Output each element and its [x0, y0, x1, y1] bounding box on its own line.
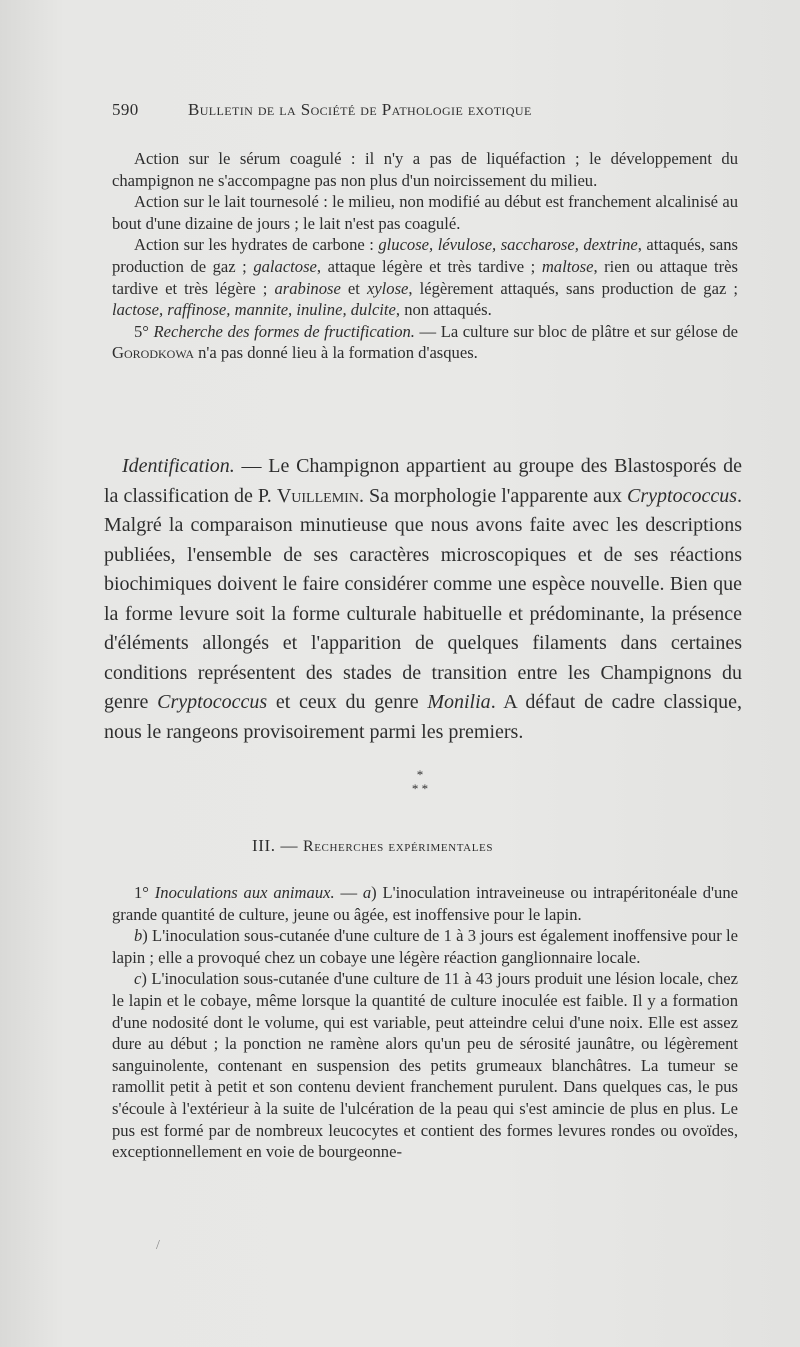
paragraph-inoculations: 1° Inoculations aux animaux. — a) L'inoculation intraveineuse ou intrapéritonéale d'une grande quantité de culture, jeune ou âgée, est inoffensive pour le lapin. — [112, 883, 739, 924]
paragraph-lait: Action sur le lait tournesolé : le milieu, non modifié au début est franchement alcalinisé au bout d'une dizaine de jours ; le lait n'est pas coagulé. — [112, 192, 738, 233]
paragraph-subcutaneous-b: b) L'inoculation sous-cutanée d'une culture de 1 à 3 jours est également inoffensive pour le lapin ; elle a provoqué chez un cobaye une légère réaction ganglionnaire locale. — [112, 926, 738, 967]
culture-reactions-block — [112, 148, 738, 364]
identification-paragraph: Identification. — Le Champignon appartient au groupe des Blastosporés de la classification de P. Vuillemin. Sa morphologie l'apparente aux Cryptococcus. Malgré la comparaison minutieuse que nous avons faite avec les descriptions publiées, l'ensemble de ses caractères microscopiques et de ses réactions biochimiques doivent le faire considérer comme une espèce nouvelle. Bien que la forme levure soit la forme culturale habituelle et prédominante, la présence d'éléments allongés et l'apparition de quelques filaments dans certaines conditions représentent des stades de transition entre les Champignons du genre Cryptococcus et ceux du genre Monilia. A défaut de cadre classique, nous le rangeons provisoirement parmi les premiers. — [104, 455, 743, 743]
running-title: Bulletin de la Société de Pathologie exotique — [188, 100, 532, 119]
asterism-separator — [380, 768, 460, 796]
experimental-block — [112, 882, 738, 1163]
paragraph-subcutaneous-c: c) L'inoculation sous-cutanée d'une culture de 11 à 43 jours produit une lésion locale, chez le lapin et le cobaye, même lorsque la quantité de culture inoculée est faible. Il y a formation d'une nodosité dont le volume, qui est variable, peut atteindre celui d'une noix. Elle est assez dure au début ; la ponction ne ramène alors qu'un peu de sérosité jaunâtre, ou légèrement sanguinolente, contenant en suspension des petits grumeaux blanchâtres. La tumeur se ramollit petit à petit et son contenu devient franchement purulent. Dans quelques cas, le pus s'écoule à l'extérieur à la suite de l'ulcération de la peau qui s'est amincie de plus en plus. Le pus est formé par de nombreux leucocytes et contient des formes levures rondes ou ovoïdes, exceptionnellement en voie de bourgeonne- — [112, 969, 738, 1162]
asterism-bottom: * * — [411, 781, 429, 796]
paragraph-serum: Action sur le sérum coagulé : il n'y a pas de liquéfaction ; le développement du champignon ne s'accompagne pas non plus d'un noircissement du milieu. — [112, 149, 738, 190]
paragraph-hydrates: Action sur les hydrates de carbone : glucose, lévulose, saccharose, dextrine, attaqués, sans production de gaz ; galactose, attaque légère et très tardive ; maltose, rien ou attaque très tardive et très légère ; arabinose et xylose, légèrement attaqués, sans production de gaz ; lactose, raffinose, mannite, inuline, dulcite, non attaqués. — [112, 235, 739, 320]
stray-mark: / — [156, 1238, 160, 1253]
section-number: III. — — [252, 836, 299, 855]
section-title: Recherches expérimentales — [302, 838, 494, 855]
section-heading — [252, 836, 493, 856]
paragraph-fructification: 5° Recherche des formes de fructification. — La culture sur bloc de plâtre et sur gélose de Gorodkowa n'a pas donné lieu à la formation d'asques. — [112, 321, 738, 363]
page-number: 590 — [112, 100, 139, 119]
asterism-top: * — [416, 767, 424, 782]
